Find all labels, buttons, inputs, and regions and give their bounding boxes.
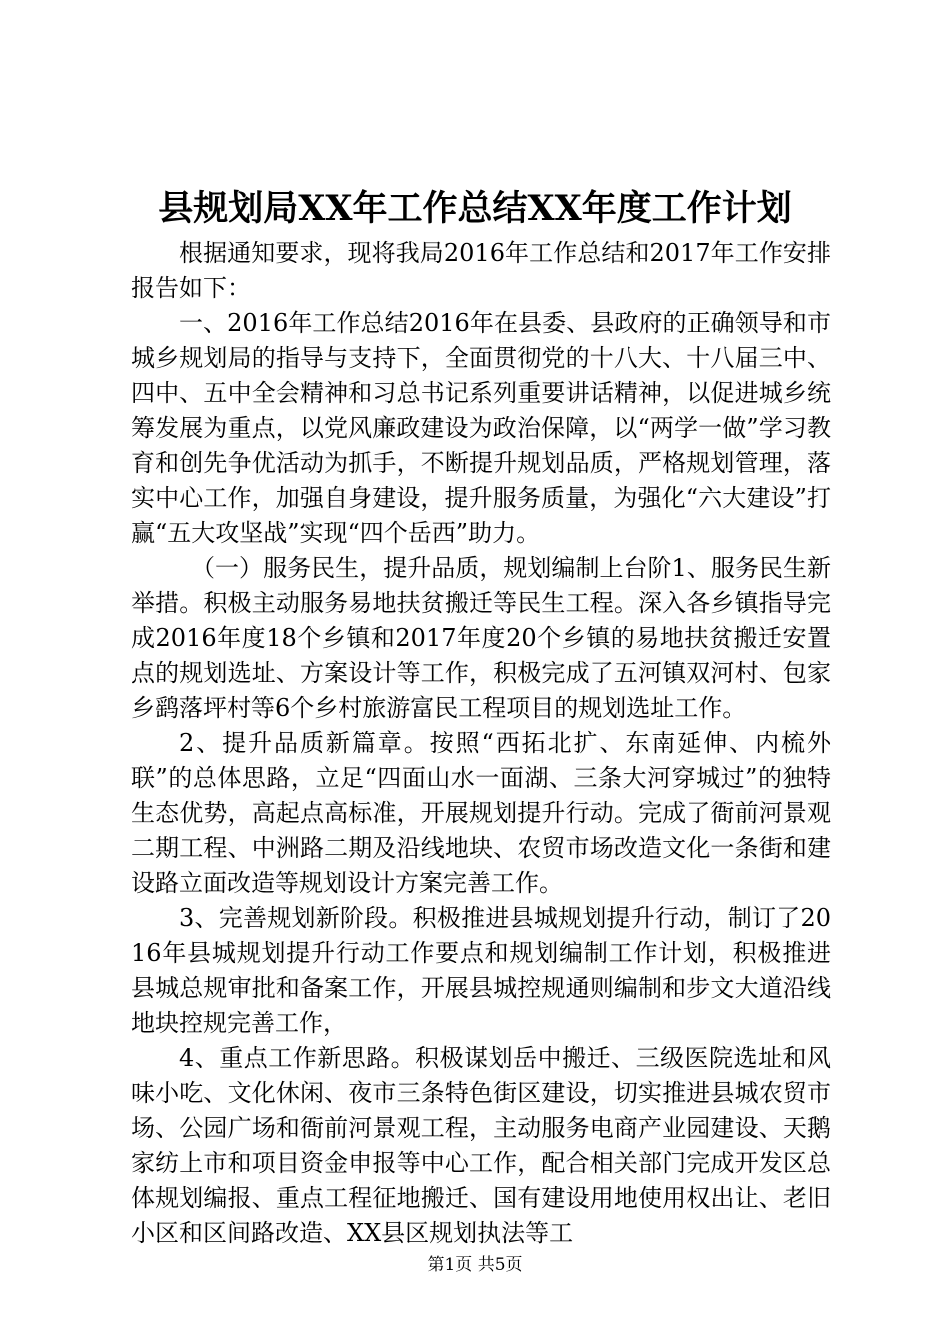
page-number-footer: 第1页 共5页	[427, 1255, 523, 1275]
paragraph-item-4: 4、重点工作新思路。积极谋划岳中搬迁、三级医院选址和风味小吃、文化休闲、夜市三条特色街区建设，切实推进县城农贸市场、公园广场和衙前河景观工程，主动服务电商产业园建设、天鹅家纺上市和项目资金申报等中心工作，配合相关部门完成开发区总体规划编报、重点工程征地搬迁、国有建设用地使用权出让、老旧小区和区间路改造、XX县区规划执法等工	[131, 1044, 831, 1247]
paragraph-intro: 根据通知要求，现将我局2016年工作总结和2017年工作安排报告如下：	[131, 239, 831, 302]
document-title: 县规划局XX年工作总结XX年度工作计划	[158, 188, 792, 229]
paragraph-section-1: （一）服务民生，提升品质，规划编制上台阶1、服务民生新举措。积极主动服务易地扶贫搬迁等民生工程。深入各乡镇指导完成2016年度18个乡镇和2017年度20个乡镇的易地扶贫搬迁安置点的规划选址、方案设计等工作，积极完成了五河镇双河村、包家乡鹞落坪村等6个乡村旅游富民工程项目的规划选址工作。	[131, 554, 831, 722]
document-body	[131, 236, 831, 1251]
paragraph-item-2: 2、提升品质新篇章。按照“西拓北扩、东南延伸、内梳外联”的总体思路，立足“四面山水一面湖、三条大河穿城过”的独特生态优势，高起点高标准，开展规划提升行动。完成了衙前河景观二期工程、中洲路二期及沿线地块、农贸市场改造文化一条街和建设路立面改造等规划设计方案完善工作。	[131, 729, 831, 897]
paragraph-summary: 一、2016年工作总结2016年在县委、县政府的正确领导和市城乡规划局的指导与支持下，全面贯彻党的十八大、十八届三中、四中、五中全会精神和习总书记系列重要讲话精神，以促进城乡统筹发展为重点，以党风廉政建设为政治保障，以“两学一做”学习教育和创先争优活动为抓手，不断提升规划品质，严格规划管理，落实中心工作，加强自身建设，提升服务质量，为强化“六大建设”打赢“五大攻坚战”实现“四个岳西”助力。	[131, 309, 831, 547]
paragraph-item-3: 3、完善规划新阶段。积极推进县城规划提升行动，制订了2016年县城规划提升行动工作要点和规划编制工作计划，积极推进县城总规审批和备案工作，开展县城控规通则编制和步文大道沿线地块控规完善工作，	[131, 904, 831, 1037]
